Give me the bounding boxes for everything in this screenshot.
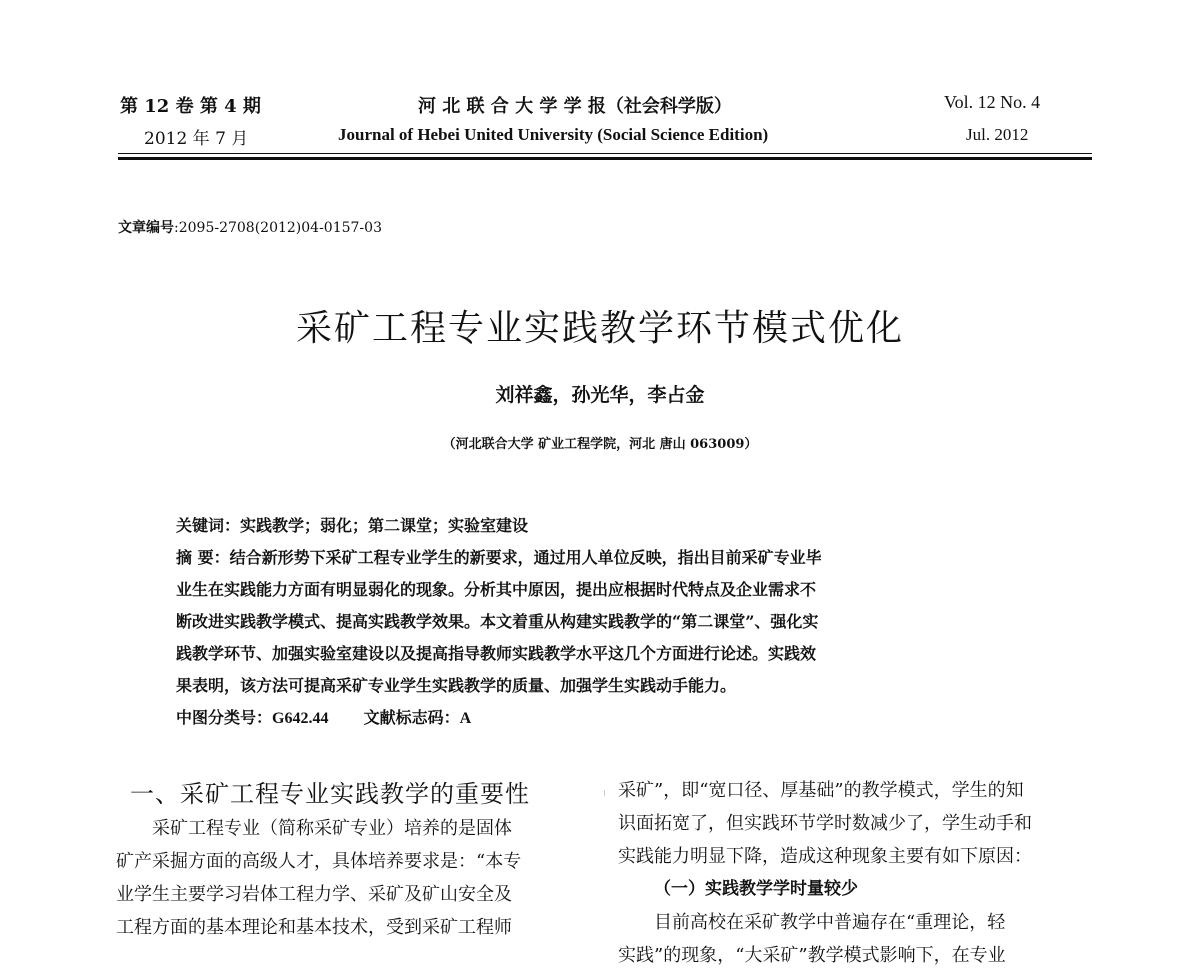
- keywords-label: 关键词: [176, 516, 225, 535]
- volume-number-en: Vol. 12 No. 4: [944, 92, 1041, 112]
- subsection-heading: （一）实践教学学时量较少: [654, 879, 858, 899]
- body-line: 实践能力明显下降，造成这种现象主要有如下原因：: [618, 846, 1032, 867]
- abstract-line: 摘 要：结合新形势下采矿工程专业学生的新要求，通过用人单位反映，指出目前采矿专业毕: [176, 548, 822, 567]
- paper-title: 采矿工程专业实践教学环节模式优化: [295, 308, 904, 349]
- abstract-label: 摘 要: [176, 548, 214, 567]
- keywords-value: ：实践教学；弱化；第二课堂；实验室建设: [224, 516, 529, 535]
- body-line: 实践”的现象，“大采矿”教学模式影响下，在专业: [618, 945, 1006, 966]
- journal-title-en: Journal of Hebei United University (Social Science Edition): [338, 125, 769, 144]
- paper-authors: 刘祥鑫，孙光华，李占金: [495, 384, 705, 406]
- paper-affiliation: （河北联合大学 矿业工程学院，河北 唐山 063009）: [442, 437, 758, 452]
- classification: [176, 702, 471, 735]
- section-heading: 一、采矿工程专业实践教学的重要性: [130, 780, 530, 808]
- volume-issue: 第 12 卷 第 4 期: [120, 96, 261, 117]
- article-number-label: 文章编号: [118, 220, 174, 236]
- body-line: 采矿工程专业（简称采矿专业）培养的是固体: [152, 818, 512, 839]
- clc-label: 中图分类号: [176, 708, 257, 727]
- abstract-line: 果表明，该方法可提高采矿专业学生实践教学的质量、加强学生实践动手能力。: [176, 676, 737, 695]
- journal-title-cn: 河 北 联 合 大 学 学 报（社会科学版）: [418, 96, 732, 117]
- keywords: [176, 510, 528, 542]
- body-line: 工程方面的基本理论和基本技术，受到采矿工程师: [116, 917, 512, 938]
- body-line: 采矿”，即“宽口径、厚基础”的教学模式，学生的知: [618, 780, 1024, 801]
- left-column-body: [116, 812, 521, 944]
- body-line: 目前高校在采矿教学中普遍存在“重理论，轻: [654, 912, 1006, 933]
- doc-code-label: 文献标志码: [363, 708, 444, 727]
- doc-code-value: ：A: [443, 710, 472, 727]
- issue-date-en: Jul. 2012: [966, 125, 1029, 144]
- body-line: 业学生主要学习岩体工程力学、采矿及矿山安全及: [116, 884, 512, 905]
- abstract: [176, 542, 822, 702]
- article-number: [118, 217, 382, 237]
- issue-date-cn: 2012 年 7 月: [144, 129, 249, 149]
- header-rule-thick: [118, 157, 1092, 160]
- header-rule-thin: [118, 153, 1092, 154]
- abstract-line: 践教学环节、加强实验室建设以及提高指导教师实践教学水平这几个方面进行论述。实践效: [176, 644, 817, 663]
- body-line: 识面拓宽了，但实践环节学时数减少了，学生动手和: [618, 813, 1032, 834]
- body-line: 矿产采掘方面的高级人才，具体培养要求是：“本专: [116, 851, 522, 872]
- column-divider: [604, 790, 605, 796]
- right-column-body: [618, 774, 1032, 972]
- article-number-value: :2095-2708(2012)04-0157-03: [174, 220, 382, 236]
- clc-value: ：G642.44: [256, 710, 329, 727]
- abstract-line: 断改进实践教学模式、提高实践教学效果。本文着重从构建实践教学的“第二课堂”、强化实: [176, 612, 819, 631]
- abstract-line: 业生在实践能力方面有明显弱化的现象。分析其中原因，提出应根据时代特点及企业需求不: [176, 580, 817, 599]
